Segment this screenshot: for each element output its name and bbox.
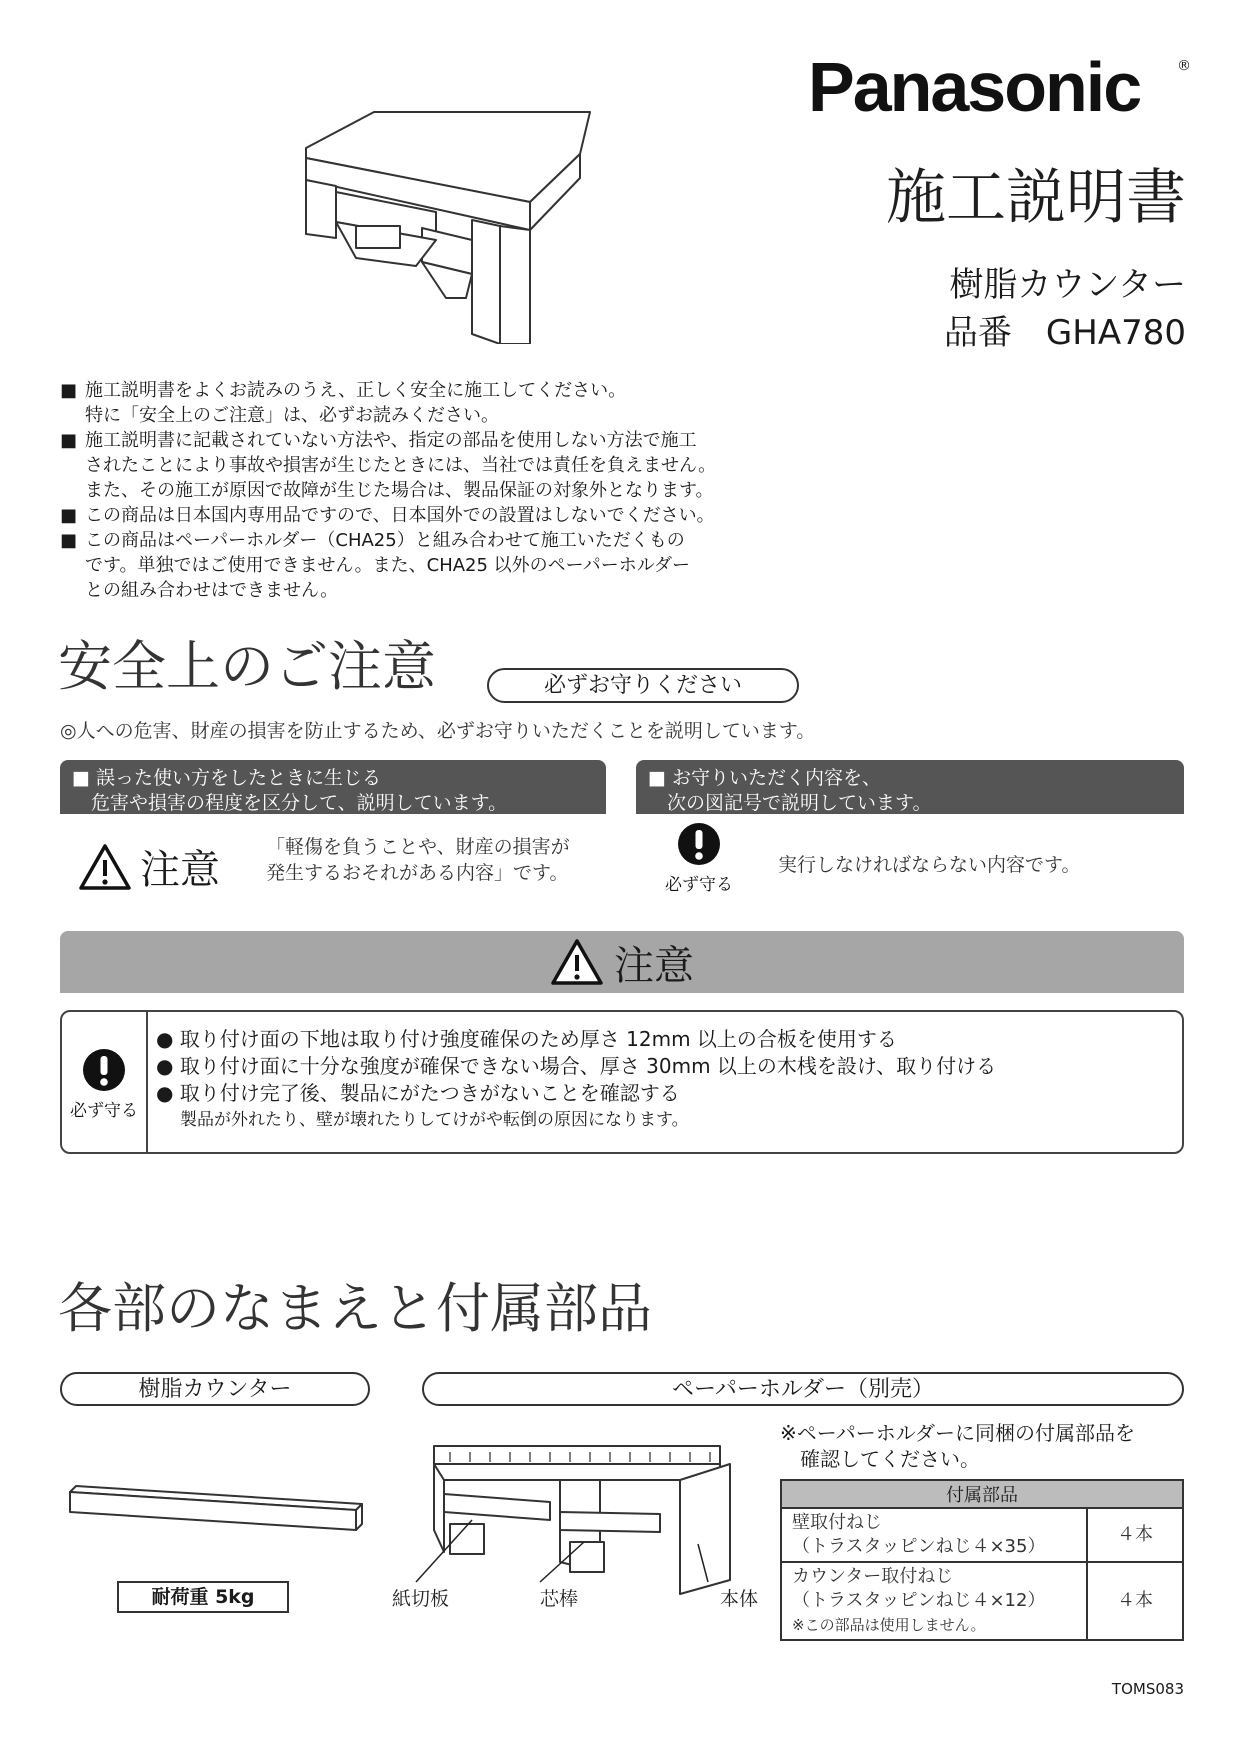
registered-mark: ® [1177,58,1191,74]
counter-label: 樹脂カウンター [60,1372,370,1406]
accessory-spec: （トラスタッピンねじ４×35） [792,1536,1046,1557]
note-line: 特に「安全上のご注意」は、必ずお読みください。 [85,405,499,426]
caution-level [78,838,220,895]
document-number: TOMS083 [1111,1680,1184,1698]
must-label: 必ず守る [70,1101,138,1121]
parts-heading: 各部のなまえと付属部品 [58,1277,652,1340]
accessory-qty: ４本 [1087,1562,1183,1640]
caution-items [156,1026,996,1134]
accessory-note-line: ※ペーパーホルダーに同梱の付属部品を [780,1421,1135,1445]
note-bullet: ■ [60,530,78,551]
caution-box [60,1010,1184,1154]
note-item [60,378,760,428]
caution-desc-line: 「軽傷を負うことや、財産の損害が [266,836,570,858]
note-bullet: ■ [60,430,78,451]
bar-line: ■ お守りいただく内容を、 [648,767,881,789]
severity-explanation-bar [60,760,606,814]
accessory-note-line: 確認してください。 [780,1447,980,1471]
load-capacity: 耐荷重 5kg [117,1581,289,1613]
note-bullet: ■ [60,380,78,401]
caution-description [266,834,570,886]
document-title: 施工説明書 [886,163,1186,233]
accessory-name-cell [781,1562,1087,1640]
note-item [60,528,760,603]
must-follow-badge: 必ずお守りください [487,668,799,703]
counter-illustration [66,1478,366,1548]
caution-label: 注意 [140,847,220,893]
product-illustration [296,108,602,344]
note-item [60,428,760,503]
bar-line: ■ 誤った使い方をしたときに生じる [72,767,381,789]
safety-intro: ◎人への危害、財産の損害を防止するため、必ずお守りいただくことを説明しています。 [60,720,816,742]
product-number: 品番 GHA780 [943,313,1186,353]
note-line: この商品は日本国内専用品ですので、日本国外での設置はしないでください。 [85,505,715,526]
accessory-table [780,1479,1184,1641]
caution-item: ● 取り付け面に十分な強度が確保できない場合、厚さ 30mm 以上の木桟を設け、取り付ける [156,1054,997,1078]
brand-logo: Panasonic [808,48,1141,126]
caution-item: ● 取り付け面の下地は取り付け強度確保のため厚さ 12mm 以上の合板を使用する [156,1027,897,1051]
note-line: この商品はペーパーホルダー（CHA25）と組み合わせて施工いただくもの [85,530,685,551]
caution-sub-note: 製品が外れたり、壁が壊れたりしてけがや転倒の原因になります。 [180,1110,689,1130]
warning-triangle-icon [550,938,604,986]
symbol-explanation-bar [636,760,1184,814]
bar-line: 次の図記号で説明しています。 [648,792,932,814]
note-bullet: ■ [60,505,78,526]
product-name: 樹脂カウンター [949,265,1186,305]
bar-line: 危害や損害の程度を区分して、説明しています。 [72,792,508,814]
accessory-note-small: ※この部品は使用しません。 [792,1616,986,1634]
note-line: されたことにより事故や損害が生じたときには、当社では責任を負えません。 [85,455,717,476]
accessory-name-cell [781,1508,1087,1562]
accessory-table-header: 付属部品 [781,1480,1183,1508]
note-item [60,503,760,528]
accessory-qty: ４本 [1087,1508,1183,1562]
divider-label: 紙切板 [392,1588,450,1610]
caution-banner [60,931,1184,993]
note-line: 施工説明書をよくお読みのうえ、正しく安全に施工してください。 [85,380,627,401]
notes-list [60,378,760,603]
must-symbol [62,1048,146,1121]
table-row [781,1508,1183,1562]
must-description: 実行しなければならない内容です。 [778,854,1081,876]
warning-triangle-icon [78,843,132,891]
note-line: との組み合わせはできません。 [85,580,339,601]
note-line: です。単独ではご使用できません。また、CHA25 以外のペーパーホルダー [85,555,691,576]
must-symbol [655,822,743,895]
note-line: 施工説明書に記載されていない方法や、指定の部品を使用しない方法で施工 [85,430,697,451]
exclamation-circle-icon [82,1048,126,1092]
caution-desc-line: 発生するおそれがある内容」です。 [266,862,569,884]
safety-heading: 安全上のご注意 [58,635,436,698]
note-line: また、その施工が原因で故障が生じた場合は、製品保証の対象外となります。 [85,480,714,501]
body-label: 本体 [720,1588,759,1610]
core-label: 芯棒 [540,1588,579,1610]
accessory-name: 壁取付ねじ [792,1512,882,1533]
accessory-name: カウンター取付ねじ [792,1566,954,1587]
accessory-note [780,1420,1135,1472]
accessory-spec: （トラスタッピンねじ４×12） [792,1590,1046,1611]
caution-item: ● 取り付け完了後、製品にがたつきがないことを確認する [156,1081,680,1105]
table-row [781,1562,1183,1640]
caution-banner-title: 注意 [614,942,694,989]
must-label: 必ず守る [665,875,733,895]
exclamation-circle-icon [677,822,721,866]
holder-label: ペーパーホルダー（別売） [422,1372,1184,1406]
